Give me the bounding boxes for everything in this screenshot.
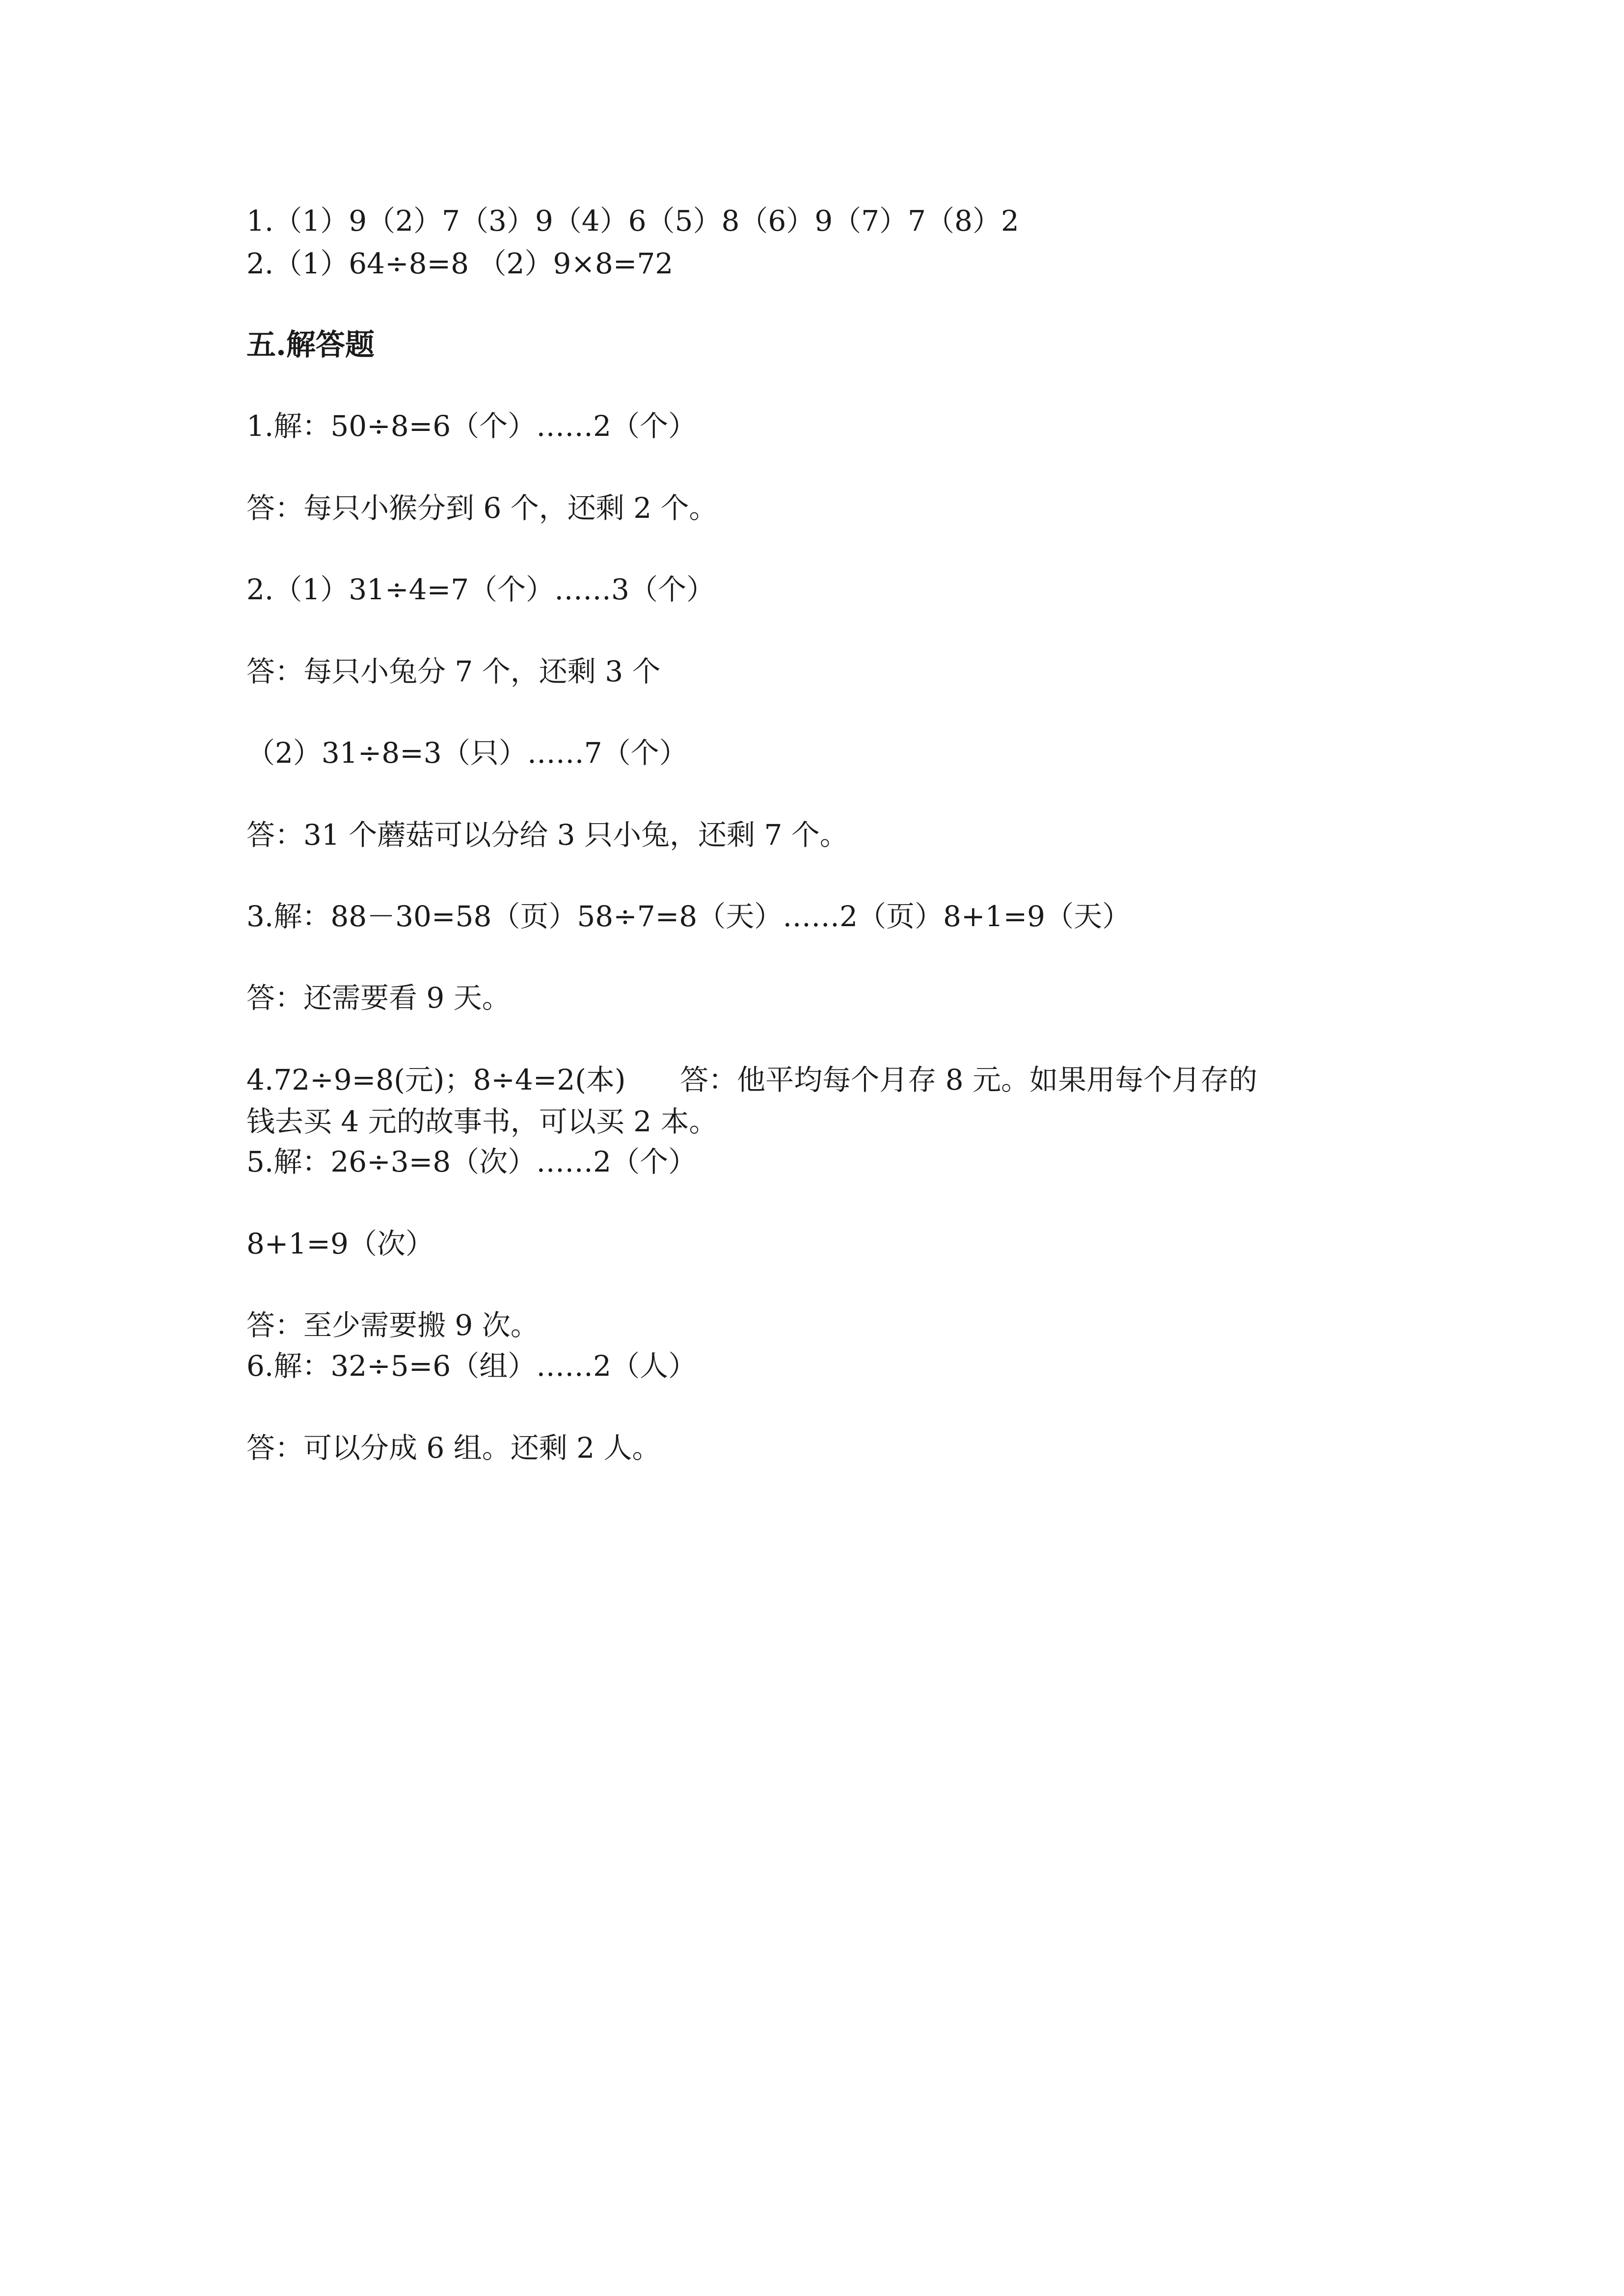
answer-line-9: 3.解：88－30=58（页）58÷7=8（天）……2（页）8+1=9（天）	[246, 900, 1131, 933]
answer-line-16: 6.解：32÷5=6（组）……2（人）	[246, 1349, 697, 1383]
answer-line-15: 答：至少需要搬 9 次。	[246, 1308, 539, 1342]
section-heading: 五.解答题	[246, 328, 375, 362]
answer-line-14: 8+1=9（次）	[246, 1227, 434, 1260]
answer-line-3: 1.解：50÷8=6（个）……2（个）	[246, 409, 697, 443]
answer-line-1: 1.（1）9（2）7（3）9（4）6（5）8（6）9（7）7（8）2	[246, 204, 1019, 238]
answer-line-12: 钱去买 4 元的故事书，可以买 2 本。	[246, 1105, 718, 1138]
answer-line-7: （2）31÷8=3（只）……7（个）	[246, 736, 688, 770]
answer-line-6: 答：每只小兔分 7 个，还剩 3 个	[246, 655, 661, 688]
answer-line-17: 答：可以分成 6 组。还剩 2 人。	[246, 1431, 661, 1465]
answer-line-2: 2.（1）64÷8=8 （2）9×8=72	[246, 247, 674, 280]
answer-line-11: 4.72÷9=8(元)；8÷4=2(本) 答：他平均每个月存 8 元。如果用每个月存的	[246, 1063, 1257, 1096]
answer-line-8: 答：31 个蘑菇可以分给 3 只小兔，还剩 7 个。	[246, 818, 848, 852]
answer-line-4: 答：每只小猴分到 6 个，还剩 2 个。	[246, 491, 718, 525]
answer-line-5: 2.（1）31÷4=7（个）……3（个）	[246, 573, 715, 606]
answer-line-10: 答：还需要看 9 天。	[246, 981, 511, 1015]
answer-line-13: 5.解：26÷3=8（次）……2（个）	[246, 1145, 697, 1178]
